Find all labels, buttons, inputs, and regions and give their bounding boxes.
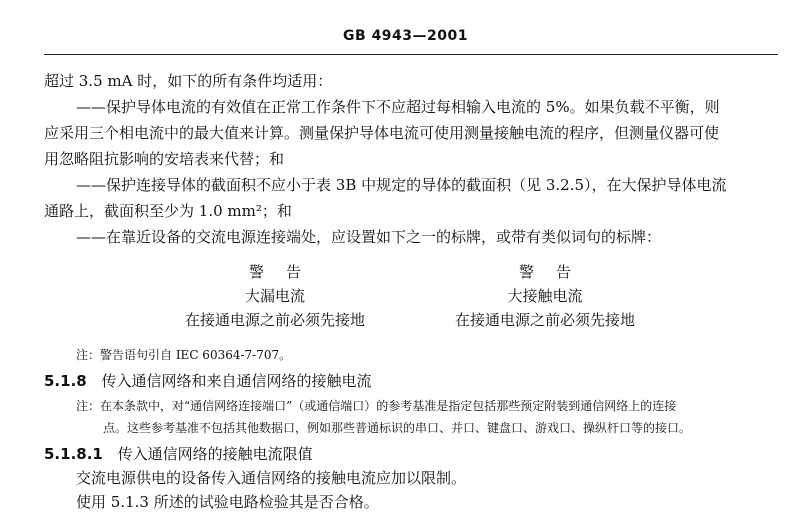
note-text: 点。这些参考基准不包括其他数据口，例如那些普通标识的串口、并口、键盘口、游戏口、操纵杆口等的接口。 xyxy=(103,421,692,435)
document-id: GB 4943—2001 xyxy=(343,28,468,44)
note-text: 注：警告语句引自 IEC 60364-7-707。 xyxy=(76,348,292,362)
warning-sign-title: 警告 xyxy=(248,263,323,281)
section-number: 5.1.8 xyxy=(44,372,87,390)
paragraph-line: 应采用三个相电流中的最大值来计算。测量保护导体电流可使用测量接触电流的程序，但测量仪器可使 xyxy=(44,124,720,142)
section-heading-5-1-8 xyxy=(44,370,372,391)
paragraph-line: ——保护连接导体的截面积不应小于表 3B 中规定的导体的截面积（见 3.2.5），在大保护导体电流 xyxy=(76,176,727,194)
section-heading-5-1-8-1 xyxy=(44,443,313,464)
page-header xyxy=(0,28,808,58)
paragraph-line: 通路上，截面积至少为 1.0 mm²；和 xyxy=(44,202,292,220)
warning-sign-leakage xyxy=(165,260,385,332)
paragraph-line: ——保护导体电流的有效值在正常工作条件下不应超过每相输入电流的 5%。如果负载不平衡，则 xyxy=(76,98,720,116)
paragraph-line: ——在靠近设备的交流电源连接端处，应设置如下之一的标牌，或带有类似词句的标牌： xyxy=(76,228,662,246)
warning-sign-line: 在接通电源之前必须先接地 xyxy=(454,311,635,329)
warning-sign-line: 大漏电流 xyxy=(244,287,305,305)
section-title: 传入通信网络和来自通信网络的接触电流 xyxy=(101,372,372,390)
warning-sign-line: 大接触电流 xyxy=(507,287,583,305)
section-number: 5.1.8.1 xyxy=(44,445,103,463)
paragraph-line: 超过 3.5 mA 时，如下的所有条件均适用： xyxy=(44,72,333,90)
paragraph-line: 用忽略阻抗影响的安培表来代替；和 xyxy=(44,150,285,168)
paragraph-line: 使用 5.1.3 所述的试验电路检验其是否合格。 xyxy=(76,493,379,511)
warning-sign-touch-current xyxy=(435,260,655,332)
note-text: 注：在本条款中，对“通信网络连接端口”（或通信端口）的参考基准是指定包括那些预定附装到通信网络上的连接 xyxy=(76,399,677,413)
paragraph-line: 交流电源供电的设备传入通信网络的接触电流应加以限制。 xyxy=(76,469,467,487)
section-title: 传入通信网络的接触电流限值 xyxy=(117,445,313,463)
header-rule xyxy=(44,54,778,55)
warning-sign-title: 警告 xyxy=(518,263,593,281)
warning-sign-line: 在接通电源之前必须先接地 xyxy=(184,311,365,329)
